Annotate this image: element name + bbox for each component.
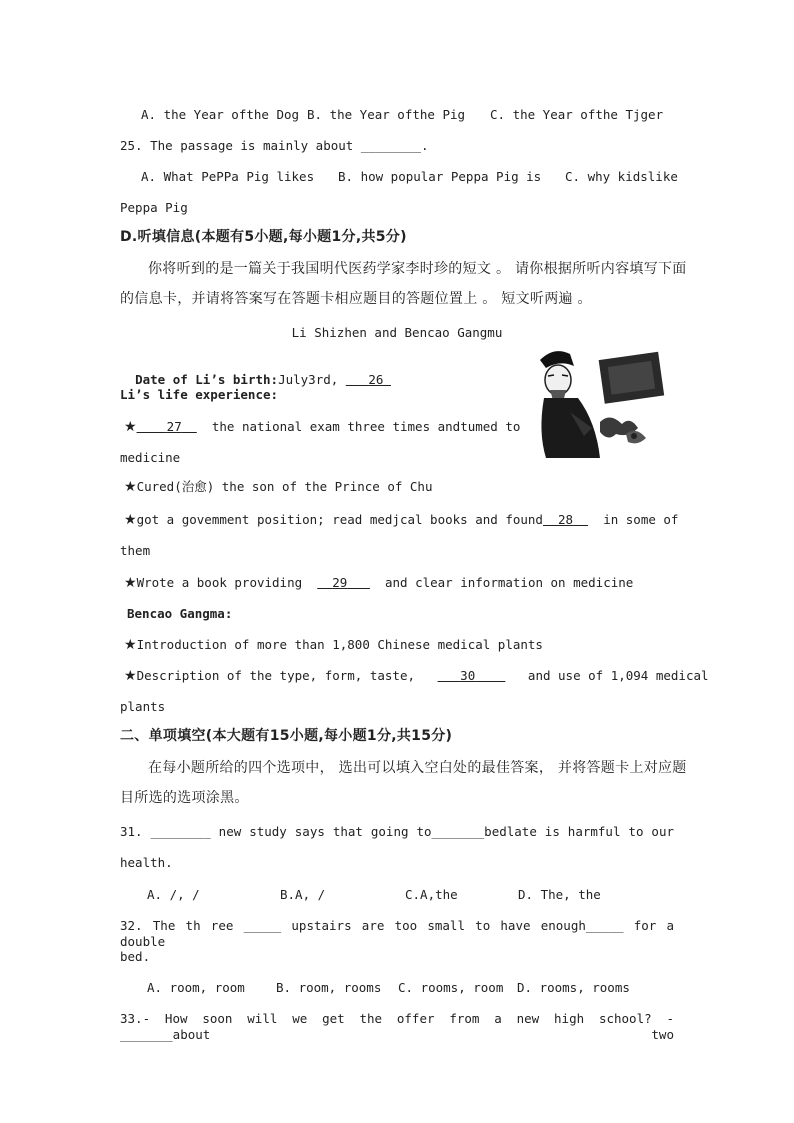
item-intro: ★Introduction of more than 1,800 Chinese medical plants [124,637,543,653]
item-27 [124,419,520,435]
blank-29: 29 [332,575,348,590]
birth-label: Date of Li’s birth: [135,372,279,387]
birth-line [120,356,391,388]
life-experience-label: Li’s life experience: [120,387,279,402]
section-d-instruction-1: 你将听到的是一篇关于我国明代医药学家李时珍的短文 。 请你根据所听内容填写下面 [148,261,687,277]
section-d-heading: D.听填信息(本题有5小题,每小题1分,共5分) [120,229,407,245]
birth-text: July3rd, [278,372,339,387]
bencao-label: Bencao Gangma: [127,606,233,621]
q25-option-a: A. What PePPa Pig likes [141,169,315,184]
q31-cont: health. [120,855,173,870]
q25-option-b: B. how popular Peppa Pig is [338,169,542,184]
q24-option-a: A. the Year ofthe Dog [141,107,300,122]
q32-option-c: C. rooms, room [398,980,504,995]
q32-cont: bed. [120,949,151,964]
blank-30: 30 [460,668,476,683]
q31-option-a: A. /, / [147,887,200,902]
star-icon: ★ [124,575,137,591]
q32-option-a: A. room, room [147,980,245,995]
q25-option-c-cont: Peppa Pig [120,200,188,215]
q24-option-c: C. the Year ofthe Tjger [490,107,664,122]
q33-stem: 33.- How soon will we get the offer from a new high school? - _______about two [120,1011,674,1042]
star-icon: ★ [124,512,137,528]
q24-option-b: B. the Year ofthe Pig [307,107,466,122]
item-29: ★Wrote a book providing 29 and clear information on medicine [124,575,634,591]
item-28: ★got a govemment position; read medjcal books and found 28 in some of [124,512,679,528]
blank-27: 27 [166,419,182,434]
section-2-instruction-2: 目所选的选项涂黑。 [120,790,249,806]
star-icon: ★ [124,637,137,653]
q32-option-d: D. rooms, rooms [517,980,630,995]
item-30: ★Description of the type, form, taste, 30 and use of 1,094 medical [124,668,709,684]
section-2-instruction-1: 在每小题所给的四个选项中， 选出可以填入空白处的最佳答案， 并将答题卡上对应题 [148,760,687,776]
li-shizhen-portrait-image [530,342,672,460]
item-27-text: the national exam three times andtumed to [211,419,521,434]
q31-option-d: D. The, the [518,887,601,902]
q31-stem: 31. ________ new study says that going to_______bedlate is harmful to our [120,824,674,839]
blank-26: 26 [368,372,384,387]
item-30-cont: plants [120,699,166,714]
item-27-cont: medicine [120,450,181,465]
q32-option-b: B. room, rooms [276,980,382,995]
card-title: Li Shizhen and Bencao Gangmu [291,325,503,340]
star-icon: ★ [124,668,137,684]
section-d-instruction-2: 的信息卡，并请将答案写在答题卡相应题目的答题位置上 。 短文听两遍 。 [120,291,592,307]
item-28-cont: them [120,543,151,558]
blank-28: 28 [558,512,574,527]
q31-option-b: B.A, / [280,887,326,902]
q31-option-c: C.A,the [405,887,458,902]
q32-stem: 32. The th ree _____ upstairs are too small to have enough_____ for a double [120,918,674,949]
q25-stem: 25. The passage is mainly about ________. [120,138,429,153]
star-icon: ★ [124,419,137,435]
q25-option-c: C. why kidslike [565,169,678,184]
section-2-heading: 二、单项填空(本大题有15小题,每小题1分,共15分) [120,728,453,744]
item-cured: ★Cured(治愈) the son of the Prince of Chu [124,479,433,495]
star-icon: ★ [124,479,137,495]
